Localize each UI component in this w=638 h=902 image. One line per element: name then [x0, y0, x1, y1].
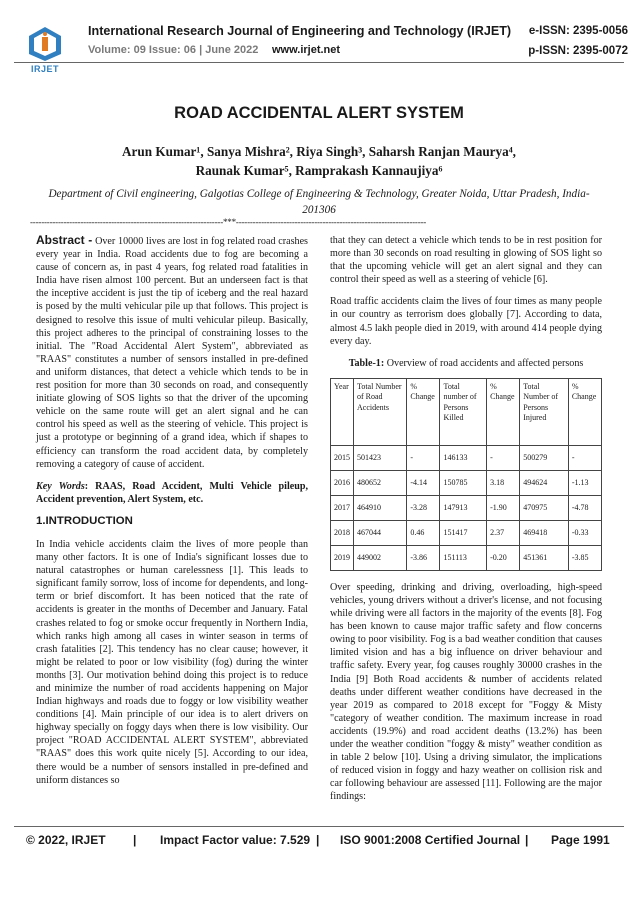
journal-header: [0, 0, 638, 86]
table-cell: 469418: [520, 520, 569, 545]
logo-text: IRJET: [30, 64, 59, 74]
e-issn: e-ISSN: 2395-0056: [528, 25, 628, 37]
table-caption: [330, 357, 602, 370]
table-row: [331, 445, 602, 470]
table-cell: 2.37: [487, 520, 520, 545]
table-cell: 0.46: [407, 520, 440, 545]
authors-line-2: Raunak Kumar⁵, Ramprakash Kannaujiya⁶: [195, 163, 443, 178]
abstract-text: Over 10000 lives are lost in fog related road crashes every year in India. Road accidents due to fog are becoming a cause of concern as, in past 4 years, fog related road fatalities in India have risen almost 100 percent. But an underseen fact is that the inceptive accident is just the tip of iceberg and the real hazard is posed by the multi vehicular pile up that follows. This project is designed to resolve this issue of multi vehicular pileup. Basically, this project adheres to the principal of constraining losses to the initial. The "Road Accidental Alert System", abbreviated as "RAAS" constitutes a number of sensors installed in pre-defined and uniform distances, that detect a vehicle which tends to be in rest position for more than 30 seconds on road, and consequently initiate glowing of SOS lights so that the driver of the upcoming vehicle on the same route will get an alert signal and he can control his speed as well as the steering of vehicle. This project is just a prototype or beginning of a grand idea, which if shapes to efficiency can transform the road accident data, by completely removing a category of cause of accident.: [36, 236, 308, 470]
left-column: [36, 234, 308, 796]
introduction-text: In India vehicle accidents claim the lives of more people than many other factors. It is one of India's significant losses due to natural catastrophes or human carelessness [1]. This leads to significant family sorrow, loss of income for dependents, and long-term or brief discomfort. It has been noticed that the rate of accidents is greater in the months of December and January. Fatal crashes related to fog or smoke occur frequently in Northern India, which ranks high among all cases in winter season in terms of crash fatalities [2]. This tendency has no clear cause; however, it might be related to poor or low visibility (fog) during the winter months [3]. Our motivation behind doing this project is to reduce and minimize the number of road accidents happening on Major Indian highways and roads due to foggy or low visibility weather conditions [4]. Main principle of our idea is to alert drivers on highway specially on foggy days when there is low visibility. Our project "ROAD ACCIDENTAL ALERT SYSTEM", abbreviated "RAAS" does this work quite nicely [5]. According to our idea, there would be a number of sensors installed in pre-defined and uniform distances so: [36, 538, 308, 786]
table-cell: -: [568, 445, 601, 470]
impact-factor: Impact Factor value: 7.529: [160, 833, 311, 847]
column-header: % Change: [487, 378, 520, 445]
keywords: [36, 480, 308, 506]
table-cell: 467044: [354, 520, 407, 545]
table-cell: 151113: [440, 545, 487, 570]
table-cell: 146133: [440, 445, 487, 470]
footer-divider: [14, 826, 624, 827]
table-body: [331, 445, 602, 570]
author-list: [60, 142, 578, 180]
accidents-table: [330, 378, 602, 571]
column-header: Year: [331, 378, 354, 445]
header-divider: [14, 62, 624, 63]
table-cell: 3.18: [487, 470, 520, 495]
right-column: [330, 234, 602, 812]
column-header: % Change: [568, 378, 601, 445]
table-cell: 480652: [354, 470, 407, 495]
table-cell-year: 2016: [331, 470, 354, 495]
volume-issue: Volume: 09 Issue: 06 | June 2022: [88, 44, 259, 56]
section-separator: ---------------------------------------------------------------------***--------------------------------------------------------------------: [30, 217, 427, 227]
table-row: [331, 545, 602, 570]
authors-line-1: Arun Kumar¹, Sanya Mishra², Riya Singh³, Saharsh Ranjan Maurya⁴,: [122, 144, 516, 159]
table-cell: 470975: [520, 495, 569, 520]
column-header: Total Number of Persons Injured: [520, 378, 569, 445]
table-cell: 500279: [520, 445, 569, 470]
table-row: [331, 495, 602, 520]
table-cell: -0.20: [487, 545, 520, 570]
journal-name: International Research Journal of Engineering and Technology (IRJET): [88, 24, 512, 38]
irjet-logo-icon: [28, 26, 62, 62]
p-issn: p-ISSN: 2395-0072: [528, 45, 628, 57]
table-cell: -: [487, 445, 520, 470]
table-cell: -3.86: [407, 545, 440, 570]
footer-separator: |: [316, 833, 320, 847]
abstract: [36, 234, 308, 471]
table-cell: -4.14: [407, 470, 440, 495]
table-caption-text: Overview of road accidents and affected persons: [384, 357, 584, 369]
section-heading-introduction: 1.INTRODUCTION: [36, 514, 133, 527]
table-row: [331, 520, 602, 545]
table-header-row: [331, 378, 602, 445]
table-caption-label: Table-1:: [348, 357, 385, 369]
table-row: [331, 470, 602, 495]
table-cell: -1.13: [568, 470, 601, 495]
abstract-label: Abstract -: [36, 233, 93, 247]
footer-separator: |: [525, 833, 529, 847]
table-cell: 151417: [440, 520, 487, 545]
copyright: © 2022, IRJET: [26, 833, 106, 847]
table-cell-year: 2017: [331, 495, 354, 520]
keywords-label: Key Words: [36, 480, 85, 492]
column-header: % Change: [407, 378, 440, 445]
table-cell: 147913: [440, 495, 487, 520]
table-cell: -1.90: [487, 495, 520, 520]
table-cell: -4.78: [568, 495, 601, 520]
column-header: Total number of Persons Killed: [440, 378, 487, 445]
keywords-text: : RAAS, Road Accident, Multi Vehicle pileup, Accident prevention, Alert System, etc.: [36, 480, 308, 505]
table-cell: 464910: [354, 495, 407, 520]
affiliation: Department of Civil engineering, Galgotias College of Engineering & Technology, Greater Noida, Uttar Pradesh, India-201306: [48, 188, 590, 216]
table-cell: 501423: [354, 445, 407, 470]
table-cell-year: 2018: [331, 520, 354, 545]
paragraph: Over speeding, drinking and driving, overloading, high-speed vehicles, young drivers without a driver's license, and not focusing while driving were all factors in the majority of the events [8]. Fog has been known to cause major traffic safety and flow concerns owing to poor visibility. Fog is a bad weather condition that causes limited vision and has a big influence on driver behaviour and traffic safety. Every year, fog causes roughly 30000 crashes in the India [9] Both Road accidents & number of accidents related deaths under different weather conditions have decreased in the year 2019 as compared to 2018 except for "Foggy & Misty "category of weather condition. The maximum increase in road accidents (19.9%) and road accident deaths (13.2%) has been under the weather condition "foggy & misty" weather condition as in table 2 below [10]. Using a driving simulator, the implications of reduced vision in foggy and hazy weather on collision risk and car following behaviour are assessed [11]. Following are the major findings:: [330, 581, 602, 803]
table-cell: 449002: [354, 545, 407, 570]
table-cell: 494624: [520, 470, 569, 495]
footer-separator: |: [133, 833, 137, 847]
page-number: Page 1991: [551, 833, 610, 847]
table-cell: -3.85: [568, 545, 601, 570]
journal-website-link[interactable]: www.irjet.net: [272, 44, 341, 56]
iso-certification: ISO 9001:2008 Certified Journal: [340, 833, 521, 847]
column-header: Total Number of Road Accidents: [354, 378, 407, 445]
paragraph: Road traffic accidents claim the lives of four times as many people in our country as terrorism does globally [7]. According to data, almost 4.5 lakh people died in 2019, with around 414 people dying every day.: [330, 296, 602, 347]
paper-title: ROAD ACCIDENTAL ALERT SYSTEM: [174, 104, 464, 122]
table-cell: -: [407, 445, 440, 470]
table-cell: 150785: [440, 470, 487, 495]
table-cell: 451361: [520, 545, 569, 570]
table-cell-year: 2019: [331, 545, 354, 570]
table-cell: -3.28: [407, 495, 440, 520]
table-cell-year: 2015: [331, 445, 354, 470]
table-cell: -0.33: [568, 520, 601, 545]
paragraph: that they can detect a vehicle which tends to be in rest position for more than 30 seconds on road resulting in glowing of SOS light so that the upcoming vehicle will get an alert signal and they can control their speed as well as a steering of vehicle [6].: [330, 235, 602, 286]
